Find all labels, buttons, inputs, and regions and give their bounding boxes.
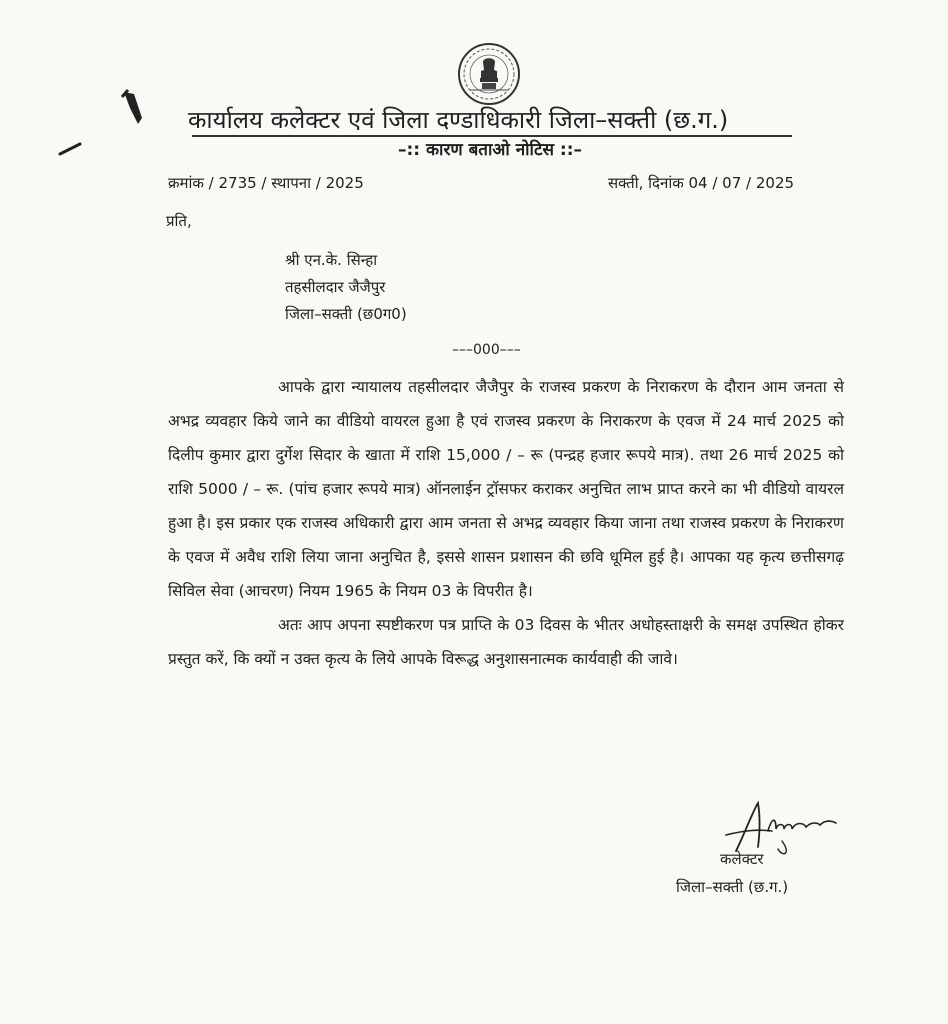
- recipient-address: [285, 247, 407, 328]
- header-underline: [192, 135, 792, 137]
- reference-number: क्रमांक / 2735 / स्थापना / 2025: [168, 174, 364, 192]
- body-paragraph-1: आपके द्वारा न्यायालय तहसीलदार जैजैपुर के राजस्व प्रकरण के निराकरण के दौरान आम जनता से अभद्र व्यवहार किये जाने का वीडियो वायरल हुआ है एवं राजस्व प्रकरण के निराकरण के एवज में 24 मार्च 2025 को दिलीप कुमार द्वारा दुर्गेश सिदार के खाता में राशि 15,000 / – रू (पन्द्रह हजार रूपये मात्र). तथा 26 मार्च 2025 को राशि 5000 / – रू. (पांच हजार रूपये मात्र) ऑनलाईन ट्रॉसफर कराकर अनुचित लाभ प्राप्त करने का भी वीडियो वायरल हुआ है। इस प्रकार एक राजस्व अधिकारी द्वारा आम जनता से अभद्र व्यवहार किया जाना तथा राजस्व प्रकरण के निराकरण के एवज में अवैध राशि लिया जाना अनुचित है, इससे शासन प्रशासन की छवि धूमिल हुई है। आपका यह कृत्य छत्तीसगढ़ सिविल सेवा (आचरण) नियम 1965 के नियम 03 के विपरीत है।: [168, 378, 844, 600]
- state-emblem-seal: [456, 40, 522, 110]
- section-separator: –––000–––: [452, 342, 521, 358]
- body-paragraph-2: अतः आप अपना स्पष्टीकरण पत्र प्राप्ति के 03 दिवस के भीतर अधोहस्ताक्षरी के समक्ष उपस्थित होकर प्रस्तुत करें, कि क्यों न उक्त कृत्य के लिये आपके विरूद्ध अनुशासनात्मक कार्यवाही की जावे।: [168, 616, 844, 668]
- recipient-designation: तहसीलदार जैजैपुर: [285, 278, 386, 296]
- notice-body: [168, 370, 844, 676]
- place-date: सक्ती, दिनांक 04 / 07 / 2025: [608, 174, 795, 192]
- office-title: कार्यालय कलेक्टर एवं जिला दण्डाधिकारी जिला–सक्ती (छ.ग.): [188, 106, 729, 134]
- signatory-designation: कलेक्टर: [720, 850, 764, 868]
- recipient-name: श्री एन.के. सिन्हा: [285, 251, 378, 269]
- to-label: प्रति,: [166, 212, 192, 230]
- notice-title: –:: कारण बताओ नोटिस ::–: [397, 140, 583, 160]
- recipient-district: जिला–सक्ती (छ0ग0): [285, 305, 407, 323]
- signatory-district: जिला–सक्ती (छ.ग.): [676, 878, 789, 896]
